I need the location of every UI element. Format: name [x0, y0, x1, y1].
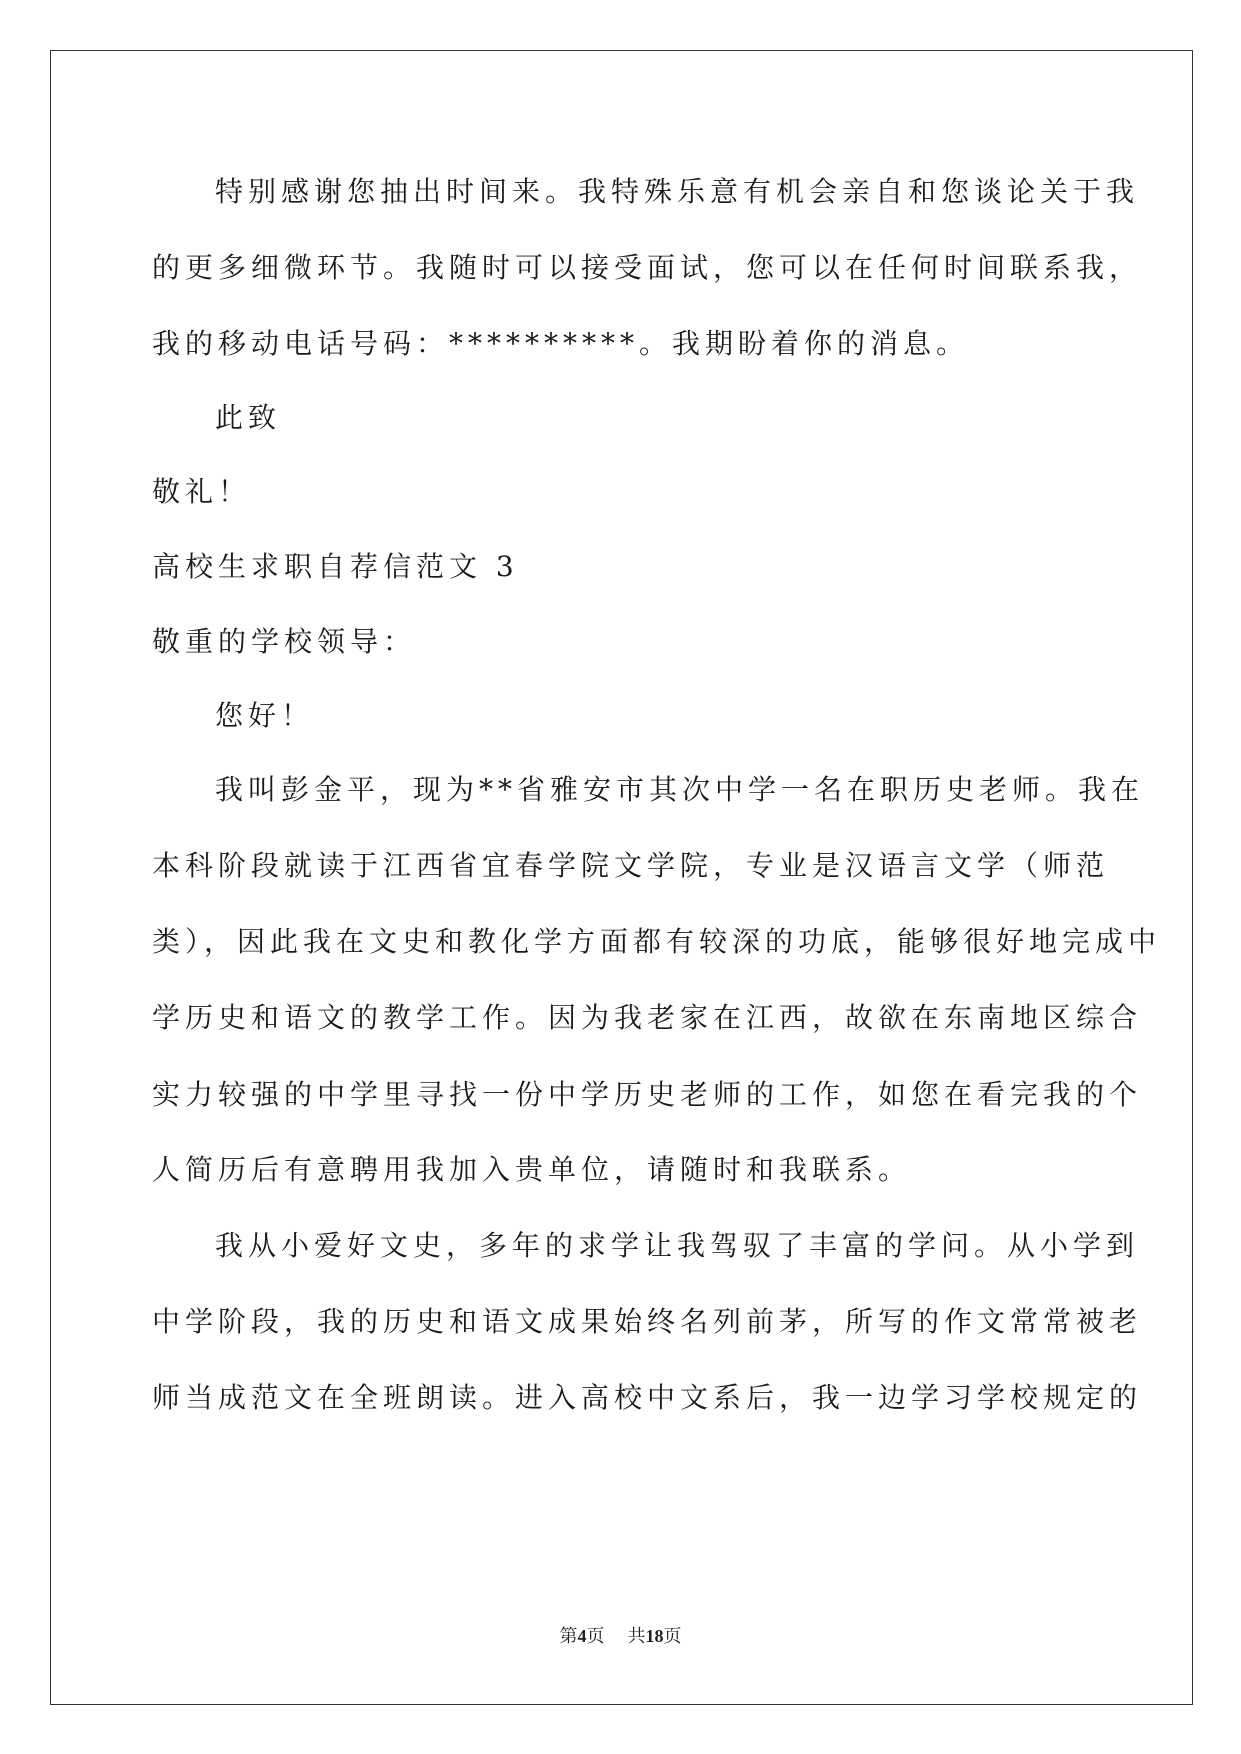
paragraph-line: 我从小爱好文史，多年的求学让我驾驭了丰富的学问。从小学到 — [215, 1229, 1140, 1262]
paragraph-line: 特别感谢您抽出时间来。我特殊乐意有机会亲自和您谈论关于我 — [215, 175, 1140, 208]
total-suffix: 页 — [663, 1626, 682, 1647]
section-title: 高校生求职自荐信范文 3 — [152, 550, 519, 583]
paragraph-line: 师当成范文在全班朗读。进入高校中文系后，我一边学习学校规定的 — [152, 1381, 1143, 1414]
paragraph-line: 本科阶段就读于江西省宜春学院文学院，专业是汉语言文学（师范 — [152, 849, 1110, 882]
paragraph-line: 实力较强的中学里寻找一份中学历史老师的工作，如您在看完我的个 — [152, 1078, 1143, 1111]
paragraph-line: 中学阶段，我的历史和语文成果始终名列前茅，所写的作文常常被老 — [152, 1305, 1143, 1338]
paragraph-line: 类），因此我在文史和教化学方面都有较深的功底，能够很好地完成中 — [152, 925, 1162, 958]
page-footer — [0, 1624, 1241, 1649]
page-prefix: 第 — [559, 1626, 578, 1647]
paragraph-line: 我叫彭金平，现为**省雅安市其次中学一名在职历史老师。我在 — [215, 773, 1145, 806]
paragraph-line: 的更多细微环节。我随时可以接受面试，您可以在任何时间联系我， — [152, 251, 1143, 284]
total-prefix: 共 — [627, 1626, 646, 1647]
page-number: 4 — [577, 1626, 587, 1646]
letter-greeting: 您好！ — [215, 699, 315, 732]
closing-salutation: 此致 — [215, 401, 282, 434]
closing-regards: 敬礼！ — [152, 475, 252, 508]
total-pages: 18 — [645, 1626, 664, 1646]
paragraph-line: 人简历后有意聘用我加入贵单位，请随时和我联系。 — [152, 1153, 912, 1186]
letter-addressee: 敬重的学校领导： — [152, 625, 417, 658]
page-suffix: 页 — [586, 1626, 605, 1647]
paragraph-line: 我的移动电话号码：**********。我期盼着你的消息。 — [152, 327, 970, 360]
paragraph-line: 学历史和语文的教学工作。因为我老家在江西，故欲在东南地区综合 — [152, 1001, 1143, 1034]
